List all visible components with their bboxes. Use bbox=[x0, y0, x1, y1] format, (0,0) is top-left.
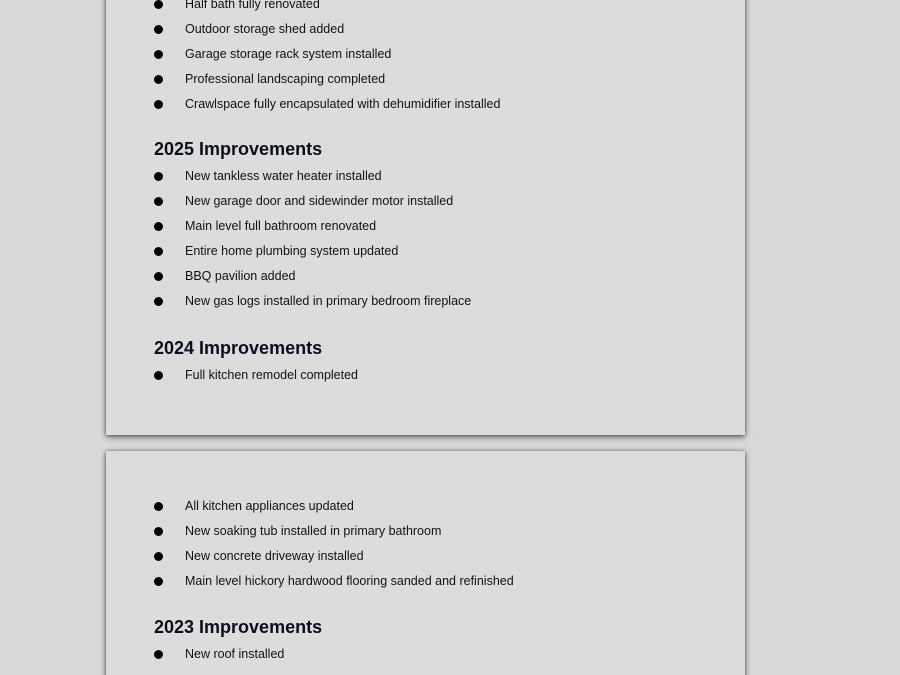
bullet-icon bbox=[154, 100, 163, 109]
section-2024 bbox=[154, 336, 725, 388]
list-item: New garage door and sidewinder motor installed bbox=[154, 189, 725, 214]
bullet-icon bbox=[154, 371, 163, 380]
section-heading: 2024 Improvements bbox=[154, 338, 323, 358]
bullet-icon bbox=[154, 222, 163, 231]
section-heading: 2023 Improvements bbox=[154, 617, 323, 637]
bullet-icon bbox=[154, 297, 163, 306]
improvements-list-continued bbox=[154, 0, 725, 117]
list-item: All kitchen appliances updated bbox=[154, 494, 725, 519]
bullet-icon bbox=[154, 25, 163, 34]
list-item: BBQ pavilion added bbox=[154, 264, 725, 289]
list-item: Garage storage rack system installed bbox=[154, 42, 725, 67]
list-item: New concrete driveway installed bbox=[154, 544, 725, 569]
list-item: Entire home plumbing system updated bbox=[154, 239, 725, 264]
list-item: Professional landscaping completed bbox=[154, 67, 725, 92]
list-item: New tankless water heater installed bbox=[154, 164, 725, 189]
section-2025 bbox=[154, 137, 725, 314]
list-item: Full kitchen remodel completed bbox=[154, 363, 725, 388]
bullet-icon bbox=[154, 75, 163, 84]
document-page-1 bbox=[106, 0, 745, 435]
section-2023 bbox=[154, 615, 725, 667]
bullet-icon bbox=[154, 272, 163, 281]
document-page-2 bbox=[106, 451, 745, 675]
list-item: Outdoor storage shed added bbox=[154, 17, 725, 42]
bullet-icon bbox=[154, 527, 163, 536]
bullet-icon bbox=[154, 50, 163, 59]
list-item: New roof installed bbox=[154, 642, 725, 667]
bullet-icon bbox=[154, 552, 163, 561]
bullet-icon bbox=[154, 197, 163, 206]
list-item: New gas logs installed in primary bedroom fireplace bbox=[154, 289, 725, 314]
list-item: Main level full bathroom renovated bbox=[154, 214, 725, 239]
improvements-list-2024-continued bbox=[154, 494, 725, 594]
bullet-icon bbox=[154, 247, 163, 256]
bullet-icon bbox=[154, 650, 163, 659]
section-heading: 2025 Improvements bbox=[154, 139, 323, 159]
list-item: Main level hickory hardwood flooring sanded and refinished bbox=[154, 569, 725, 594]
bullet-icon bbox=[154, 0, 163, 9]
bullet-icon bbox=[154, 577, 163, 586]
bullet-icon bbox=[154, 172, 163, 181]
list-item: New soaking tub installed in primary bathroom bbox=[154, 519, 725, 544]
bullet-icon bbox=[154, 502, 163, 511]
list-item: Half bath fully renovated bbox=[154, 0, 725, 17]
list-item: Crawlspace fully encapsulated with dehumidifier installed bbox=[154, 92, 725, 117]
